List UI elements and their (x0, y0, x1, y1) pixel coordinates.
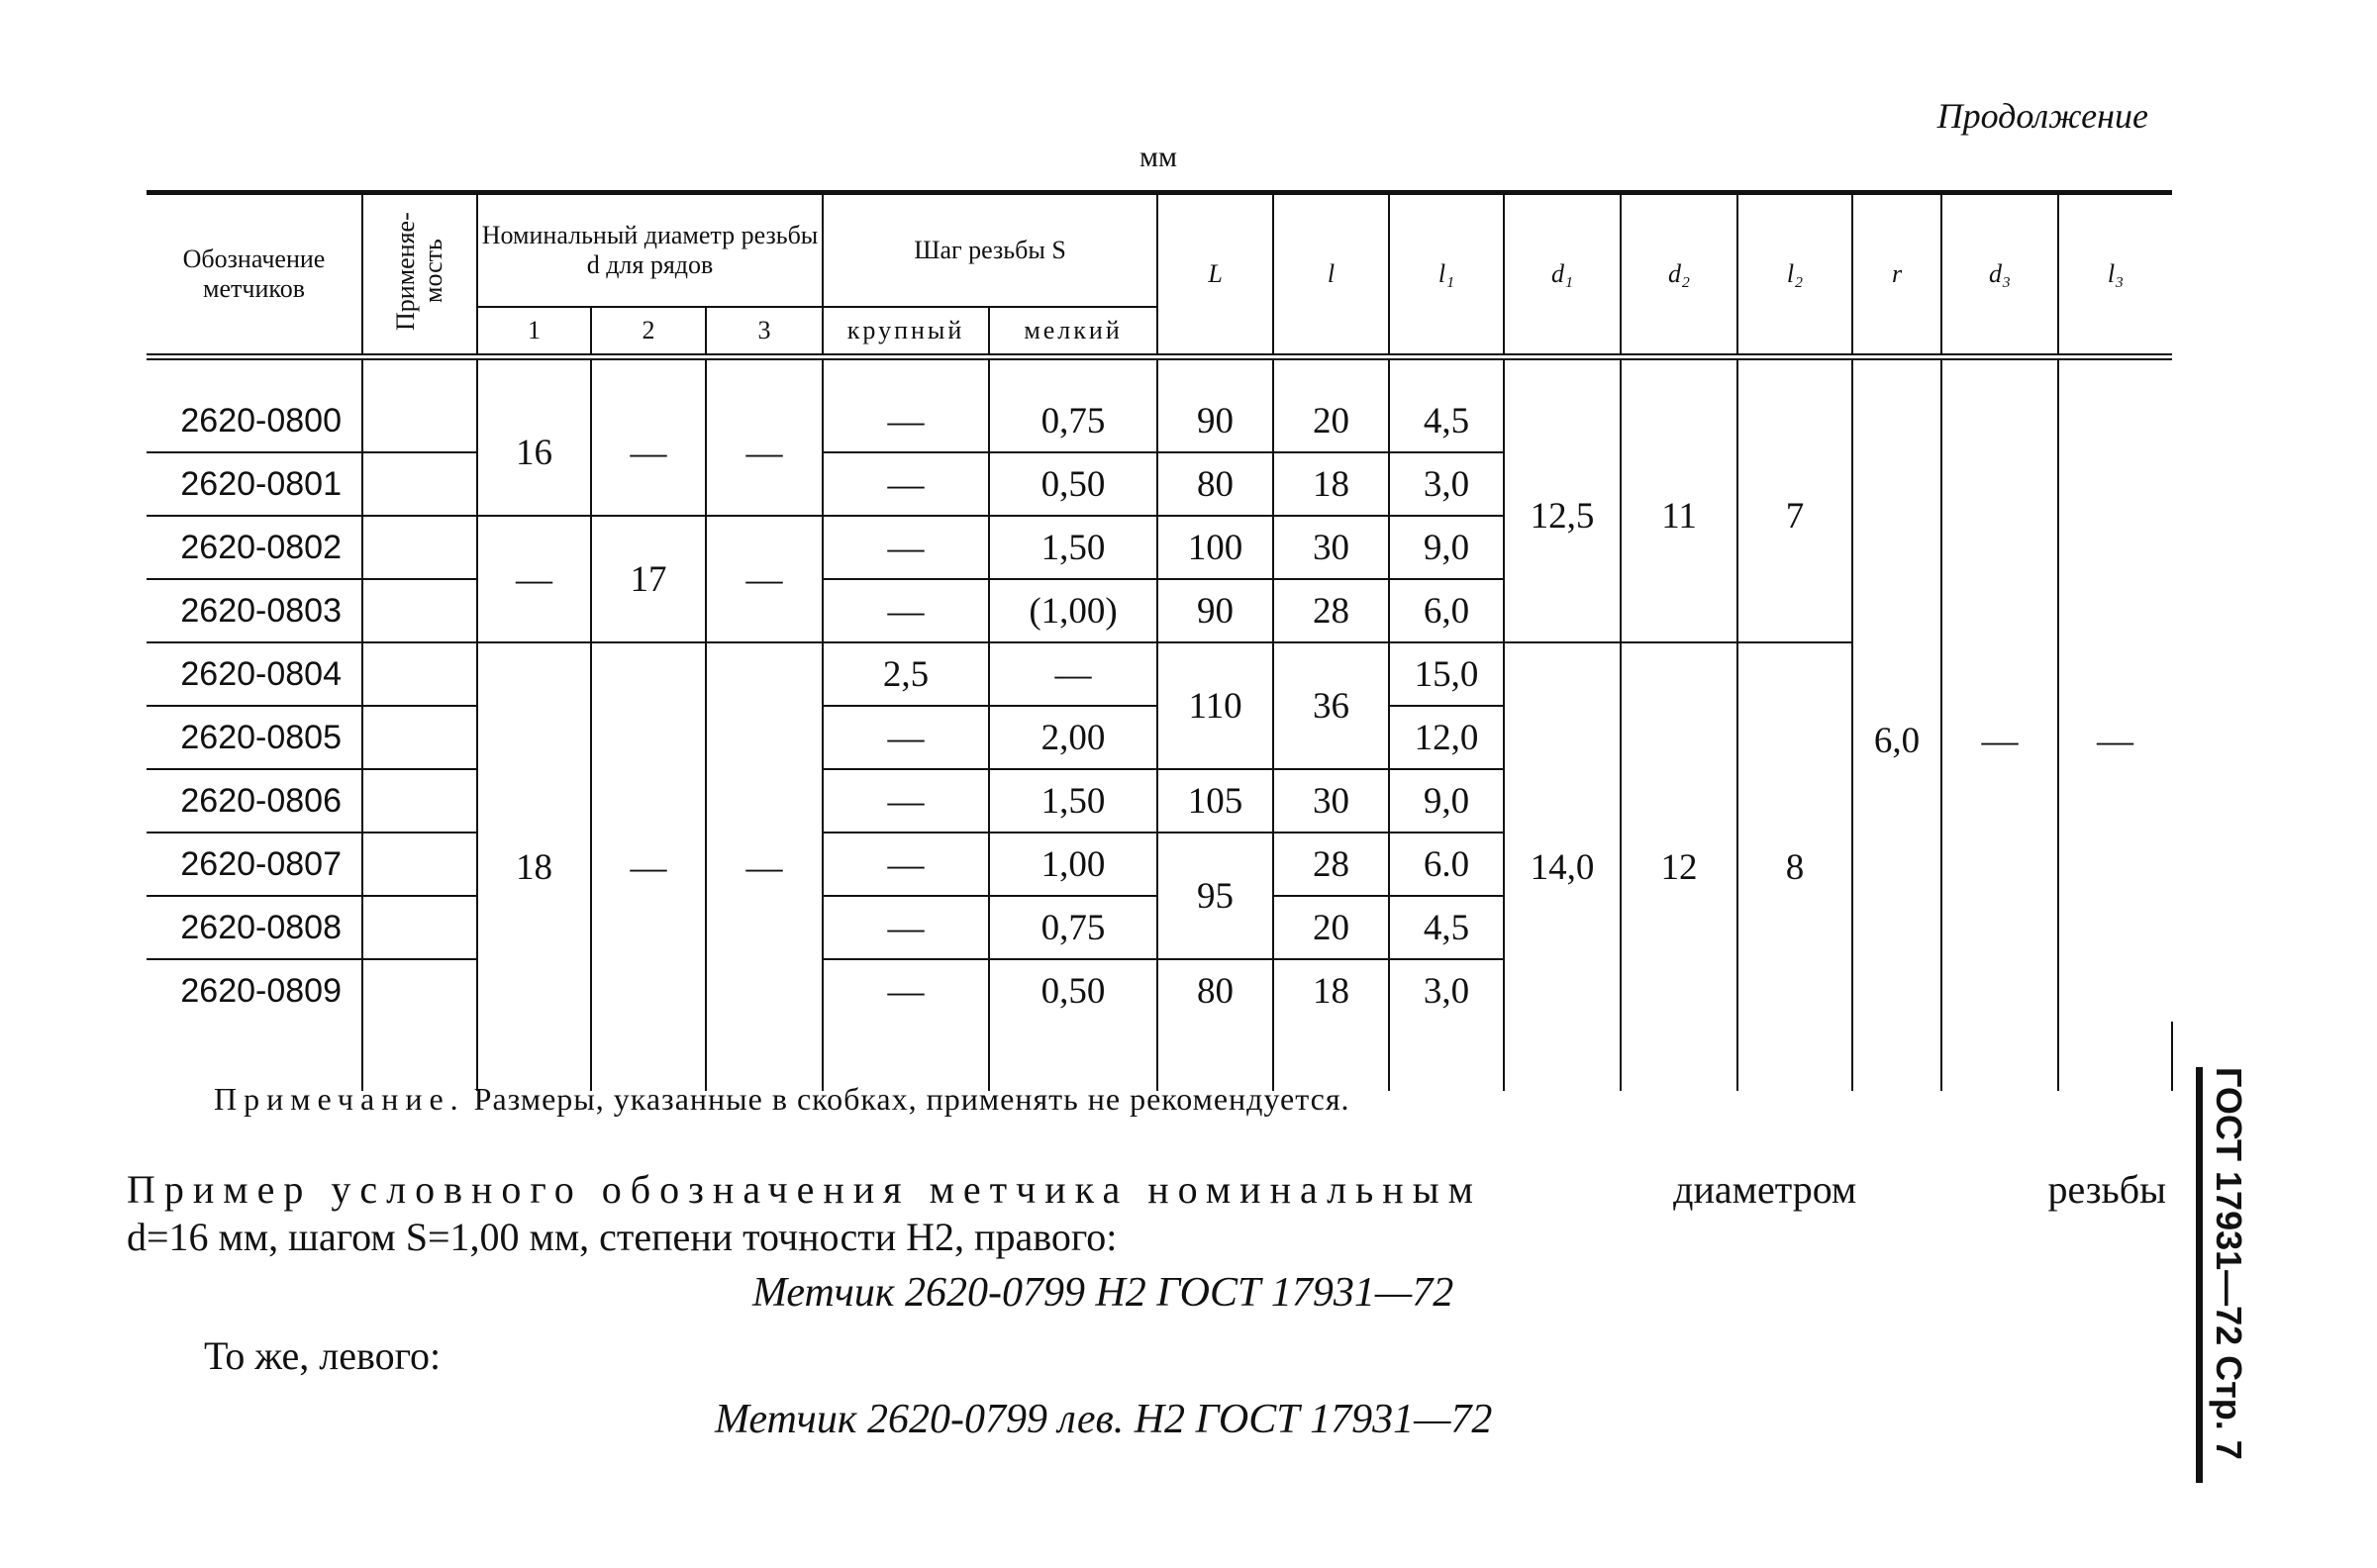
applicability-cell (362, 390, 477, 452)
code-cell: 2620-0808 (147, 896, 362, 959)
l-cell: 30 (1273, 769, 1389, 833)
d-row2-cell: 17 (591, 516, 706, 642)
continuation-label: Продолжение (1936, 96, 2148, 136)
fine-cell: 0,50 (989, 452, 1157, 516)
note-text: Размеры, указанные в скобках, применять не рекомендуется. (473, 1081, 1350, 1117)
applicability-cell (362, 642, 477, 706)
header-applicability-text: Применяе-мость (391, 211, 447, 331)
coarse-cell: — (823, 706, 989, 769)
L-cell: 105 (1157, 769, 1273, 833)
example-line-2: d=16 мм, шагом S=1,00 мм, степени точности H2, правого: (127, 1215, 1118, 1259)
applicability-cell (362, 579, 477, 642)
header-l2: l₂ (1737, 193, 1852, 357)
l1-cell: 6,0 (1389, 579, 1504, 642)
d-row2-cell: — (591, 390, 706, 516)
header-L: L (1157, 193, 1273, 357)
d-row1-cell: 16 (477, 390, 591, 516)
l1-cell: 9,0 (1389, 769, 1504, 833)
L-cell: 100 (1157, 516, 1273, 579)
header-row-3: 3 (706, 307, 823, 357)
l-cell: 28 (1273, 833, 1389, 896)
same-left-label: То же, левого: (204, 1333, 442, 1378)
d-row3-cell: — (706, 642, 823, 1091)
code-cell: 2620-0800 (147, 390, 362, 452)
fine-cell: 0,50 (989, 959, 1157, 1022)
fine-cell: 0,75 (989, 390, 1157, 452)
fine-cell: 2,00 (989, 706, 1157, 769)
l1-cell: 4,5 (1389, 390, 1504, 452)
unit-label: мм (1139, 141, 1177, 173)
applicability-cell (362, 769, 477, 833)
l-cell: 28 (1273, 579, 1389, 642)
coarse-cell: — (823, 959, 989, 1022)
applicability-cell (362, 896, 477, 959)
spec-table (147, 190, 2172, 1091)
note-label: Примечание. (214, 1081, 465, 1117)
L-cell: 80 (1157, 452, 1273, 516)
fine-cell: (1,00) (989, 579, 1157, 642)
header-r: r (1852, 193, 1941, 357)
header-l3: l₃ (2058, 193, 2172, 357)
l-cell: 30 (1273, 516, 1389, 579)
header-applicability (362, 193, 477, 357)
example-line-1 (127, 1166, 2166, 1214)
stamp-text: ГОСТ 17931—72 Стр. 7 (2209, 1067, 2249, 1460)
l1-cell: 3,0 (1389, 959, 1504, 1022)
code-cell: 2620-0809 (180, 971, 342, 1010)
coarse-cell: — (823, 769, 989, 833)
header-l1: l₁ (1389, 193, 1504, 357)
header-l: l (1273, 193, 1389, 357)
r-cell: 6,0 (1852, 390, 1941, 1091)
designation-left: Метчик 2620-0799 лев. H2 ГОСТ 17931—72 (715, 1397, 1493, 1442)
coarse-cell: — (823, 452, 989, 516)
fine-cell: 1,50 (989, 769, 1157, 833)
header-d1: d₁ (1504, 193, 1621, 357)
example-text-a: Пример условного обозначения метчика номинальным (127, 1167, 1482, 1212)
code-cell: 2620-0805 (147, 706, 362, 769)
header-nominal-diameter: Номинальный диаметр резьбы d для рядов (477, 193, 823, 308)
d-row2-cell: — (591, 642, 706, 1091)
l-cell: 18 (1273, 959, 1389, 1022)
l1-cell: 3,0 (1389, 452, 1504, 516)
l1-cell: 15,0 (1389, 642, 1504, 706)
d-row3-cell: — (706, 390, 823, 516)
header-coarse: крупный (823, 307, 989, 357)
l-cell: 18 (1273, 452, 1389, 516)
header-row-2: 2 (591, 307, 706, 357)
header-designation: Обозначение метчиков (182, 245, 326, 303)
header-pitch: Шаг резьбы S (823, 193, 1157, 308)
l1-cell: 12,0 (1389, 706, 1504, 769)
applicability-cell (362, 452, 477, 516)
code-cell: 2620-0802 (147, 516, 362, 579)
applicability-cell (362, 706, 477, 769)
coarse-cell: — (823, 390, 989, 452)
table-row (147, 390, 2172, 452)
code-cell: 2620-0804 (147, 642, 362, 706)
d2-cell: 11 (1621, 390, 1737, 642)
header-row-1: 1 (477, 307, 591, 357)
l2-cell: 7 (1737, 390, 1852, 642)
fine-cell: 0,75 (989, 896, 1157, 959)
L-cell: 110 (1157, 642, 1273, 769)
stamp-rule (2196, 1067, 2203, 1483)
d1-cell: 12,5 (1504, 390, 1621, 642)
l3-cell: — (2058, 390, 2172, 1091)
d1-cell: 14,0 (1504, 642, 1621, 1091)
l-cell: 20 (1273, 896, 1389, 959)
coarse-cell: — (823, 516, 989, 579)
page-stamp (2196, 1067, 2249, 1483)
example-text-c: резьбы (2047, 1167, 2166, 1212)
code-cell: 2620-0801 (147, 452, 362, 516)
header-fine: мелкий (989, 307, 1157, 357)
L-cell: 90 (1157, 390, 1273, 452)
d-row1-cell: 18 (477, 642, 591, 1091)
applicability-cell (362, 833, 477, 896)
code-cell: 2620-0806 (147, 769, 362, 833)
fine-cell: 1,00 (989, 833, 1157, 896)
coarse-cell: 2,5 (823, 642, 989, 706)
l1-cell: 9,0 (1389, 516, 1504, 579)
d2-cell: 12 (1621, 642, 1737, 1091)
header-d2: d₂ (1621, 193, 1737, 357)
d3-cell: — (1941, 390, 2058, 1091)
coarse-cell: — (823, 833, 989, 896)
example-paragraph (127, 1166, 2166, 1261)
L-cell: 95 (1157, 833, 1273, 959)
d-row1-cell: — (477, 516, 591, 642)
L-cell: 90 (1157, 579, 1273, 642)
code-cell: 2620-0803 (147, 579, 362, 642)
l-cell: 20 (1273, 390, 1389, 452)
applicability-cell (362, 959, 477, 1022)
table-note (214, 1081, 1350, 1118)
applicability-cell (362, 516, 477, 579)
L-cell: 80 (1157, 959, 1273, 1022)
example-text-b: диаметром (1673, 1167, 1857, 1212)
fine-cell: — (989, 642, 1157, 706)
coarse-cell: — (823, 579, 989, 642)
l2-cell: 8 (1737, 642, 1852, 1091)
designation-right: Метчик 2620-0799 H2 ГОСТ 17931—72 (752, 1270, 1454, 1316)
code-cell: 2620-0807 (147, 833, 362, 896)
l1-cell: 4,5 (1389, 896, 1504, 959)
coarse-cell: — (823, 896, 989, 959)
header-d3: d₃ (1941, 193, 2058, 357)
l1-cell: 6.0 (1389, 833, 1504, 896)
fine-cell: 1,50 (989, 516, 1157, 579)
l-cell: 36 (1273, 642, 1389, 769)
d-row3-cell: — (706, 516, 823, 642)
